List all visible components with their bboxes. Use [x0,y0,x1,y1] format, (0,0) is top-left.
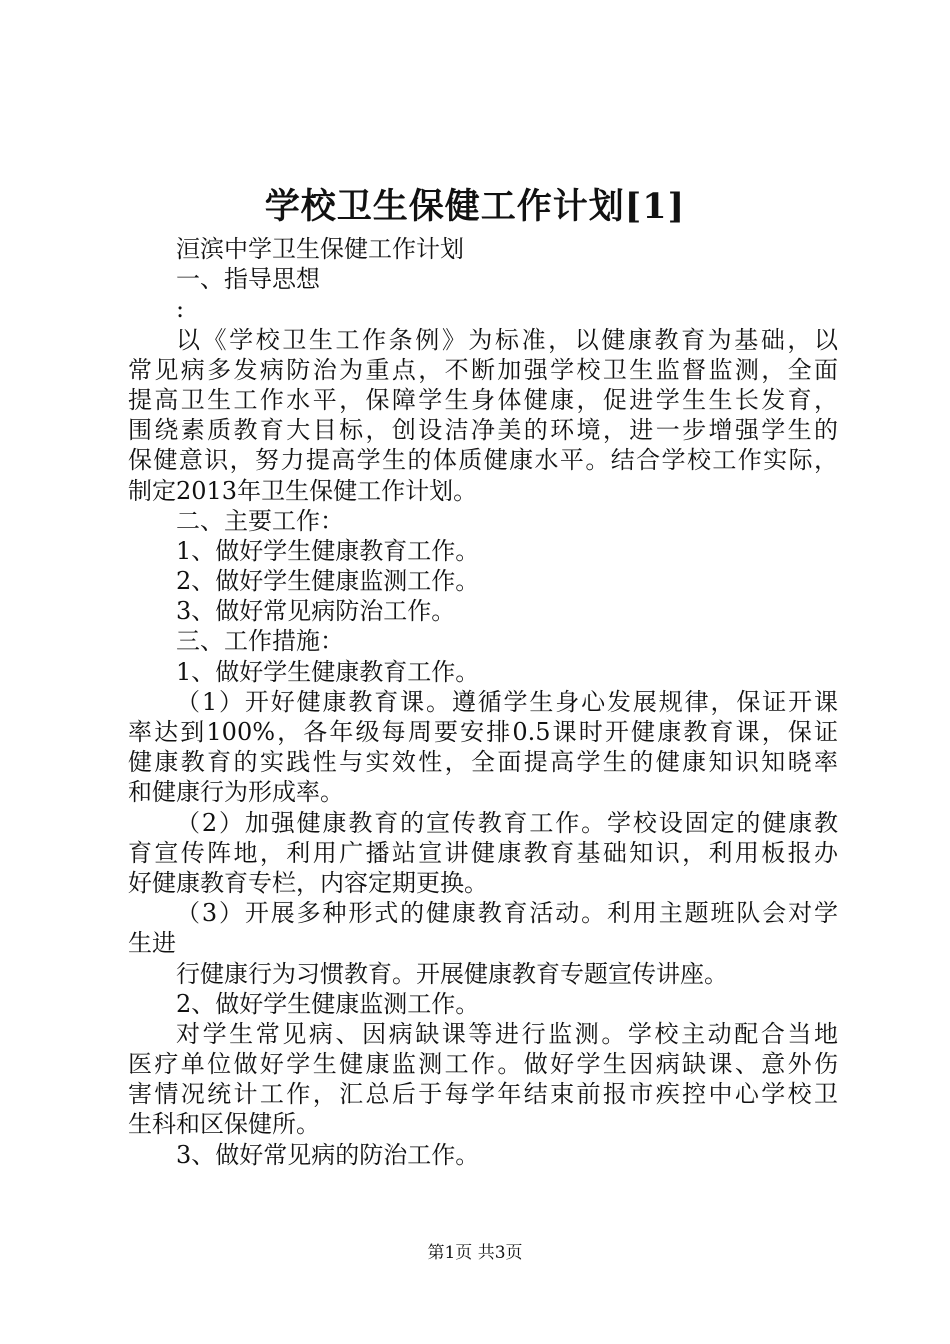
paragraph-line: 提高卫生工作水平，保障学生身体健康，促进学生生长发育， [128,385,838,414]
paragraph-line: 率达到100%，各年级每周要安排0.5课时开健康教育课，保证 [128,718,838,746]
paragraph-line: 生科和区保健所。 [128,1110,320,1139]
paragraph-line: 制定2013年卫生保健工作计划。 [128,476,478,505]
paragraph-line: 健康教育的实践性与实效性，全面提高学生的健康知识知晓率 [128,748,838,777]
paragraph-line: （1）开好健康教育课。遵循学生身心发展规律，保证开课 [176,687,838,716]
paragraph-line: 生进 [128,929,176,958]
paragraph-line: 保健意识，努力提高学生的体质健康水平。结合学校工作实际， [128,446,838,475]
document-title: 学校卫生保健工作计划[1] [264,186,686,227]
paragraph-line: 1、做好学生健康教育工作。 [176,536,480,565]
paragraph-line: （3）开展多种形式的健康教育活动。利用主题班队会对学 [176,899,838,928]
paragraph-line: 2、做好学生健康监测工作。 [176,989,480,1018]
paragraph-line: 行健康行为习惯教育。开展健康教育专题宣传讲座。 [176,959,728,988]
paragraph-line: 2、做好学生健康监测工作。 [176,567,480,596]
paragraph-line: 3、做好常见病防治工作。 [176,597,456,626]
paragraph-line: 1、做好学生健康教育工作。 [176,657,480,686]
paragraph-line: 洹滨中学卫生保健工作计划 [176,235,464,263]
paragraph-line: （2）加强健康教育的宣传教育工作。学校设固定的健康教 [176,808,838,837]
paragraph-line: 育宣传阵地，利用广播站宣讲健康教育基础知识，利用板报办 [128,838,838,867]
paragraph-line: 医疗单位做好学生健康监测工作。做好学生因病缺课、意外伤 [128,1050,838,1079]
paragraph-line: 和健康行为形成率。 [128,778,344,807]
paragraph-line: : [176,295,185,324]
paragraph-line: 二、主要工作： [176,506,344,535]
paragraph-line: 三、工作措施： [176,627,344,656]
paragraph-line: 以《学校卫生工作条例》为标准，以健康教育为基础，以 [176,325,838,354]
document-body [128,234,838,1170]
paragraph-line: 围绕素质教育大目标，创设洁净美的环境，进一步增强学生的 [128,416,838,445]
paragraph-line: 对学生常见病、因病缺课等进行监测。学校主动配合当地 [176,1019,838,1048]
paragraph-line: 3、做好常见病的防治工作。 [176,1140,480,1169]
paragraph-line: 好健康教育专栏，内容定期更换。 [128,868,488,897]
page-footer: 第1页 共3页 [427,1243,523,1263]
paragraph-line: 常见病多发病防治为重点，不断加强学校卫生监督监测，全面 [128,355,838,384]
paragraph-line: 害情况统计工作，汇总后于每学年结束前报市疾控中心学校卫 [128,1080,838,1109]
paragraph-line: 一、指导思想 [176,265,320,294]
